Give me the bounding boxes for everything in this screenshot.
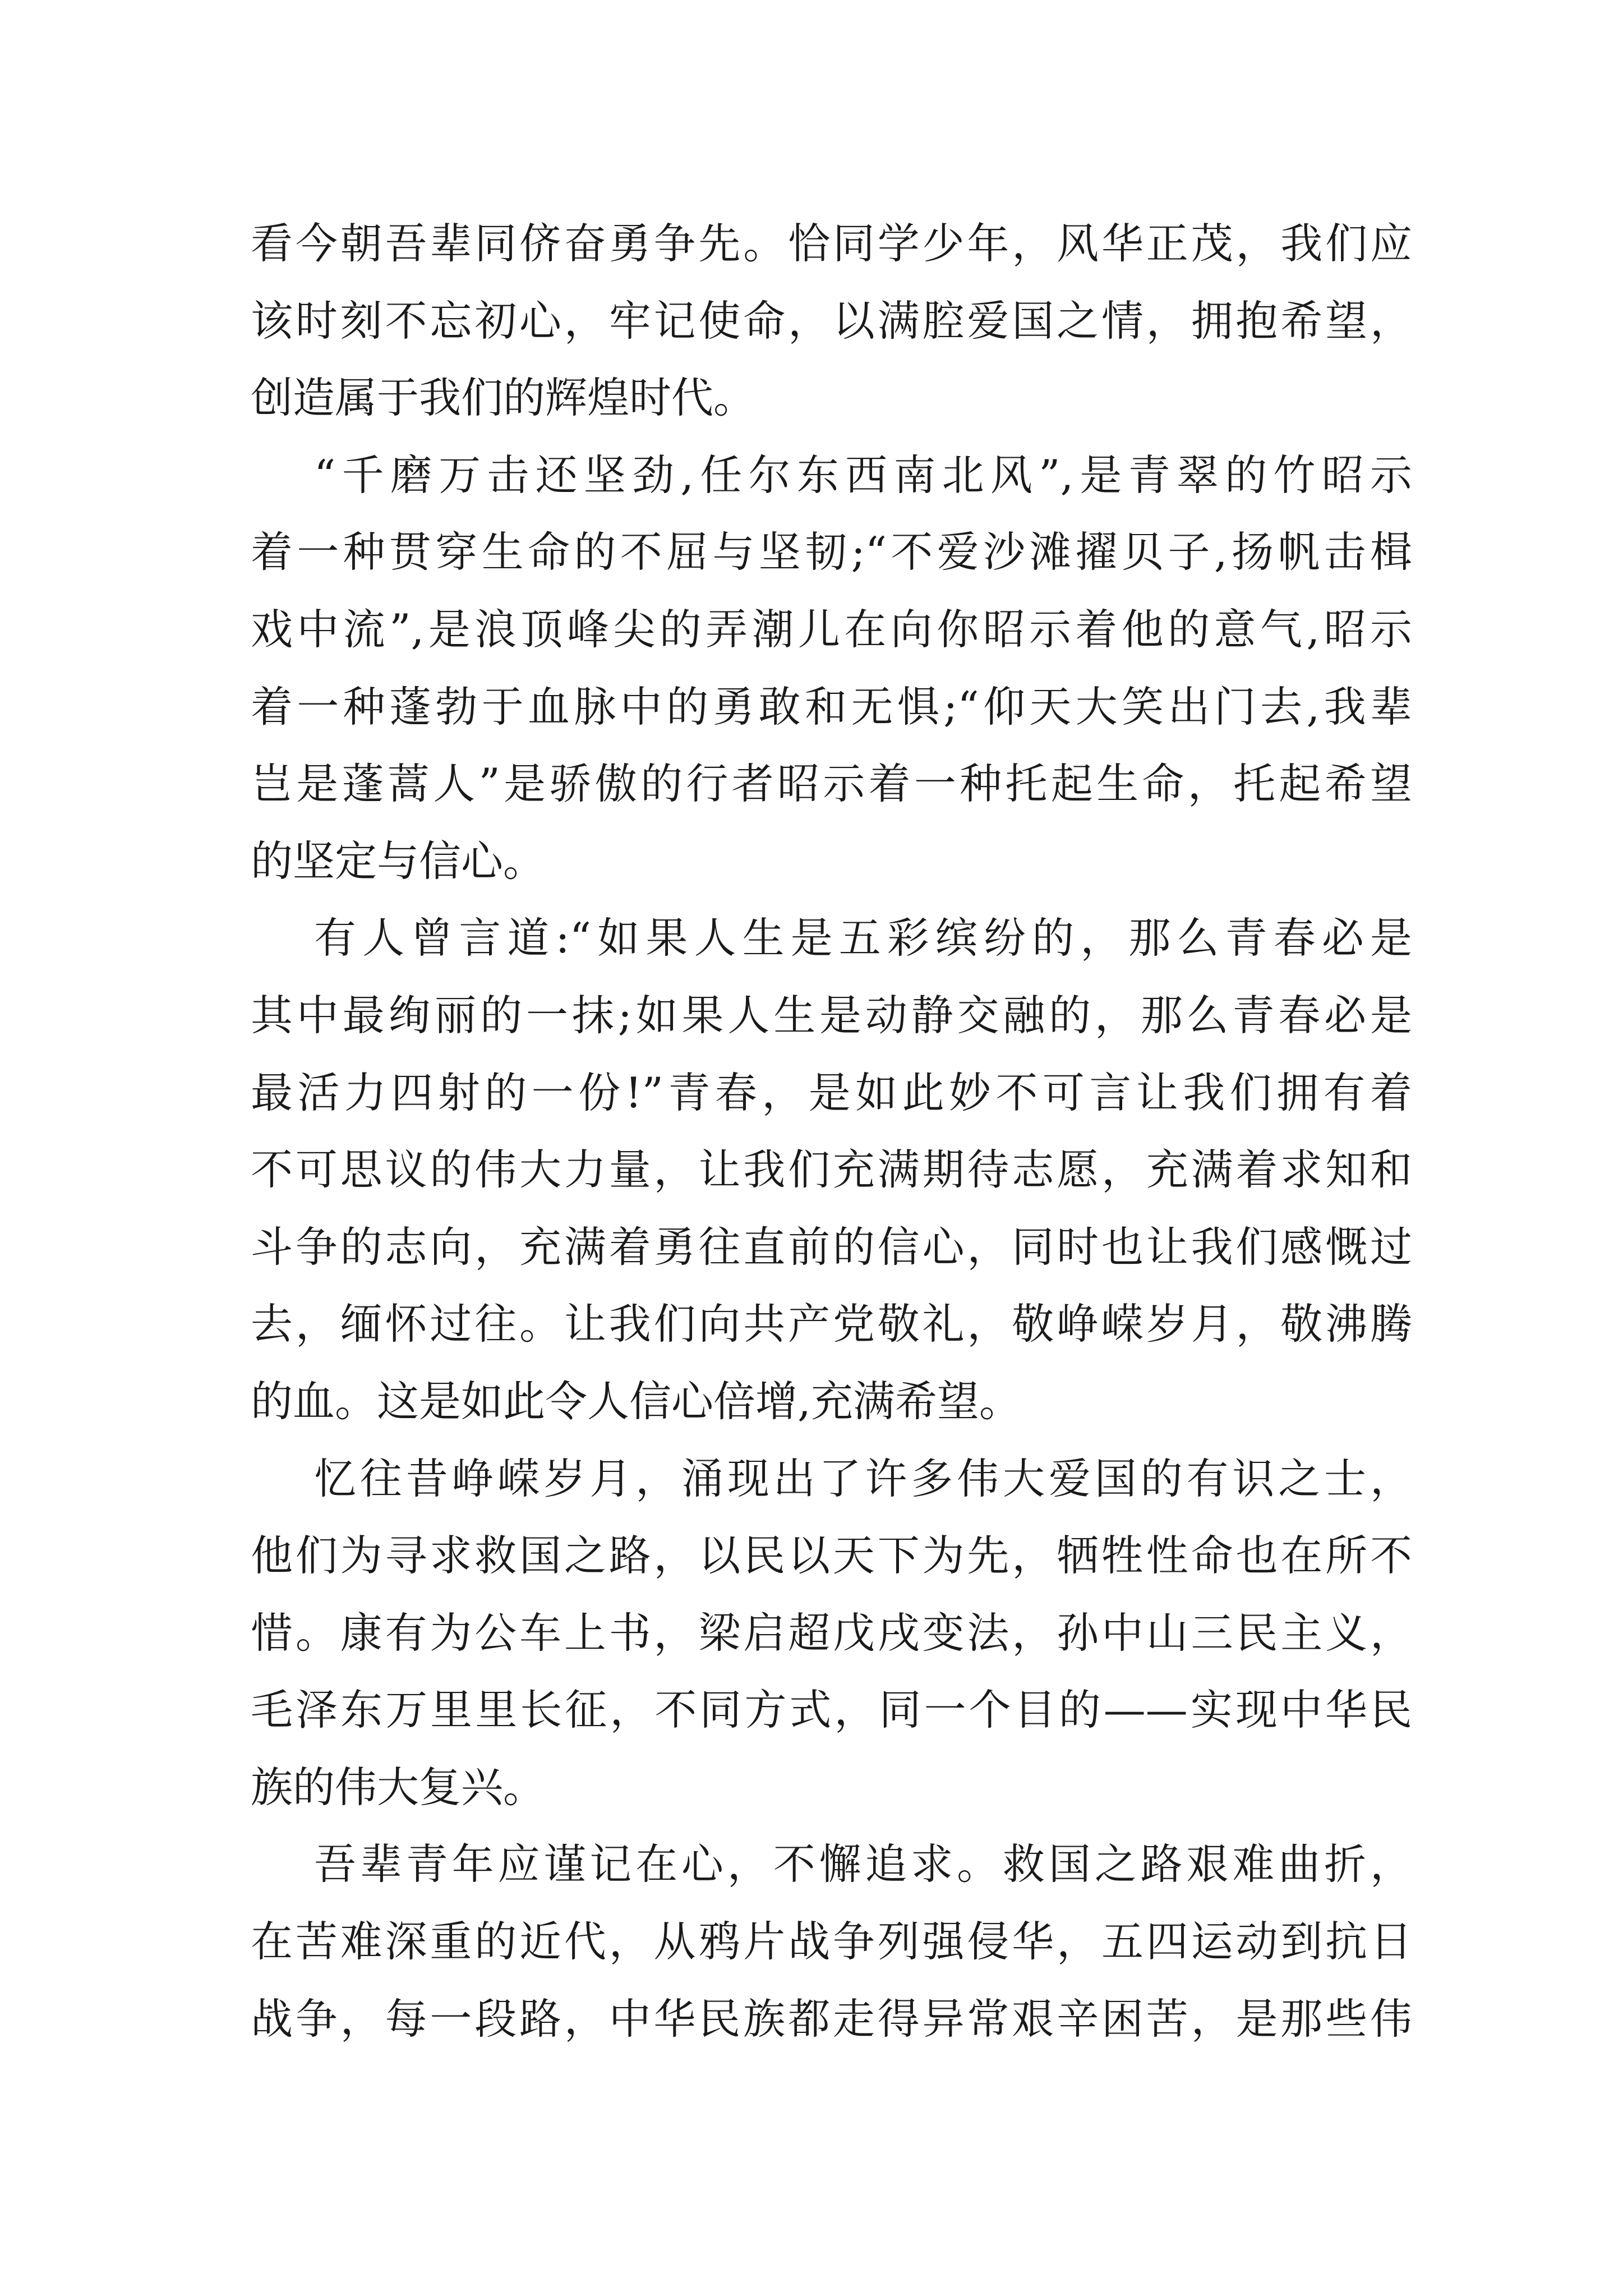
paragraph: [251, 1826, 1412, 2058]
text-line: 有人曾言道:“如果人生是五彩缤纷的，那么青春必是: [314, 913, 1412, 963]
text-line: 吾辈青年应谨记在心，不懈追求。救国之路艰难曲折，: [314, 1839, 1412, 1889]
text-line: 岂是蓬蒿人”是骄傲的行者昭示着一种托起生命，托起希望: [251, 759, 1412, 809]
text-line: 最活力四射的一份!”青春，是如此妙不可言让我们拥有着: [251, 1068, 1412, 1117]
text-line: 毛泽东万里里长征，不同方式，同一个目的——实现中华民: [251, 1685, 1412, 1735]
paragraph: [251, 1441, 1412, 1826]
paragraph: [251, 205, 1412, 437]
text-line: 去，缅怀过往。让我们向共产党敬礼，敬峥嵘岁月，敬沸腾: [251, 1299, 1412, 1349]
text-line: 不可思议的伟大力量，让我们充满期待志愿，充满着求知和: [251, 1145, 1412, 1195]
text-line: 创造属于我们的辉煌时代。: [251, 373, 756, 423]
text-line: 在苦难深重的近代，从鸦片战争列强侵华，五四运动到抗日: [251, 1917, 1412, 1967]
paragraph: [251, 900, 1412, 1440]
text-line: 忆往昔峥嵘岁月，涌现出了许多伟大爱国的有识之士，: [314, 1453, 1412, 1503]
text-line: 着一种蓬勃于血脉中的勇敢和无惧;“仰天大笑出门去,我辈: [251, 682, 1412, 731]
paragraph: [251, 437, 1412, 900]
text-line: 斗争的志向，充满着勇往直前的信心，同时也让我们感慨过: [251, 1222, 1412, 1272]
text-line: 戏中流”,是浪顶峰尖的弄潮儿在向你昭示着他的意气,昭示: [251, 604, 1412, 654]
text-line: 其中最绚丽的一抹;如果人生是动静交融的，那么青春必是: [251, 990, 1412, 1040]
text-line: 族的伟大复兴。: [251, 1762, 546, 1812]
text-line: 看今朝吾辈同侪奋勇争先。恰同学少年，风华正茂，我们应: [251, 219, 1412, 268]
text-line: 着一种贯穿生命的不屈与坚韧;“不爱沙滩擢贝子,扬帆击楫: [251, 527, 1412, 577]
text-line: 战争，每一段路，中华民族都走得异常艰辛困苦，是那些伟: [251, 1994, 1412, 2044]
document-page: [251, 205, 1412, 2058]
text-line: 的坚定与信心。: [251, 836, 546, 886]
text-line: 该时刻不忘初心，牢记使命，以满腔爱国之情，拥抱希望，: [251, 296, 1412, 346]
text-line: 惜。康有为公车上书，梁启超戊戌变法，孙中山三民主义，: [251, 1608, 1412, 1658]
text-line: 他们为寻求救国之路，以民以天下为先，牺牲性命也在所不: [251, 1531, 1412, 1581]
text-line: 的血。这是如此令人信心倍增,充满希望。: [251, 1376, 1021, 1426]
text-line: “千磨万击还坚劲,任尔东西南北风”,是青翠的竹昭示: [314, 450, 1412, 500]
